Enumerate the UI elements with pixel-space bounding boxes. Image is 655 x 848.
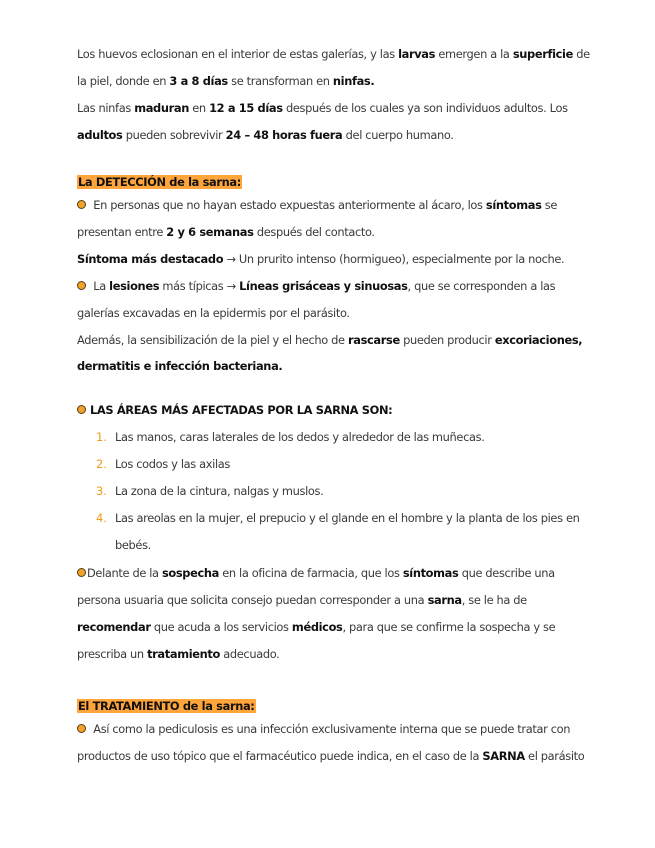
bold-text: médicos <box>291 620 343 634</box>
text: En personas que no hayan estado expuestas anteriormente al ácaro, los <box>90 198 486 212</box>
bold-text: rascarse <box>347 333 400 347</box>
bullet-line <box>77 197 557 213</box>
section-heading <box>77 698 256 714</box>
list-number: 3. <box>96 484 107 498</box>
text: , que se corresponden a las <box>407 279 556 293</box>
text: → Un prurito intenso (hormigueo), especialmente por la noche. <box>223 252 565 266</box>
bold-text: 24 – 48 horas fuera <box>225 128 343 142</box>
text: después de los cuales ya son individuos adultos. Los <box>282 101 568 115</box>
text: galerías excavadas en la epidermis por el parásito. <box>77 306 350 320</box>
bold-text: sospecha <box>161 566 219 580</box>
bullet-icon <box>77 568 86 577</box>
paragraph-line <box>77 305 350 321</box>
paragraph-line <box>77 127 454 143</box>
paragraph-line <box>77 73 374 89</box>
bold-text: 12 a 15 días <box>209 101 283 115</box>
bullet-icon <box>77 281 86 290</box>
bullet-line <box>77 278 555 294</box>
text: se transforman en <box>227 74 333 88</box>
text: pueden producir <box>399 333 495 347</box>
text: de <box>572 47 590 61</box>
paragraph-line <box>77 646 279 662</box>
bold-text: SARNA <box>482 749 525 763</box>
bullet-icon <box>77 724 86 733</box>
bold-text: maduran <box>134 101 189 115</box>
text: pueden sobrevivir <box>122 128 226 142</box>
bold-text: recomendar <box>77 620 151 634</box>
bold-text: larvas <box>398 47 436 61</box>
paragraph-line <box>77 100 568 116</box>
paragraph-line <box>77 251 564 267</box>
text: emergen a la <box>435 47 513 61</box>
bold-text: excoriaciones, <box>494 333 583 347</box>
text: , para que se confirme la sospecha y se <box>342 620 556 634</box>
text: Delante de la <box>87 566 162 580</box>
bold-text: dermatitis e infección bacteriana. <box>77 359 283 373</box>
bold-text: superficie <box>512 47 573 61</box>
heading-detection: La DETECCIÓN de la sarna: <box>78 175 241 189</box>
text: el parásito <box>524 749 585 763</box>
text: Los huevos eclosionan en el interior de estas galerías, y las <box>77 47 399 61</box>
text: presentan entre <box>77 225 167 239</box>
bold-text: síntomas <box>402 566 459 580</box>
text: adecuado. <box>219 647 280 661</box>
text: después del contacto. <box>253 225 375 239</box>
text: Además, la sensibilización de la piel y el hecho de <box>77 333 348 347</box>
text: en la oficina de farmacia, que los <box>218 566 403 580</box>
text: en <box>188 101 210 115</box>
bold-text: 2 y 6 semanas <box>166 225 254 239</box>
list-item: Las manos, caras laterales de los dedos y alrededor de las muñecas. <box>115 430 485 444</box>
list-number: 4. <box>96 511 107 525</box>
list-item: Los codos y las axilas <box>115 457 230 471</box>
bold-text: sarna <box>427 593 462 607</box>
text: prescriba un <box>77 647 148 661</box>
text: que describe una <box>458 566 555 580</box>
paragraph-line <box>77 224 375 240</box>
bullet-line <box>77 565 555 581</box>
text: más típicas → <box>159 279 240 293</box>
heading-areas: LAS ÁREAS MÁS AFECTADAS POR LA SARNA SON: <box>90 403 393 417</box>
text: la piel, donde en <box>77 74 170 88</box>
paragraph-line <box>77 748 584 764</box>
heading-treatment: El TRATAMIENTO de la sarna: <box>78 699 255 713</box>
text: La <box>90 279 110 293</box>
text: del cuerpo humano. <box>342 128 454 142</box>
paragraph-line <box>77 46 590 62</box>
section-heading <box>77 174 242 190</box>
bold-text: 3 a 8 días <box>169 74 228 88</box>
bullet-line <box>77 721 570 737</box>
bold-text: adultos <box>77 128 123 142</box>
text: Así como la pediculosis es una infección exclusivamente interna que se puede tratar con <box>90 722 571 736</box>
paragraph-line <box>77 358 282 374</box>
list-item: La zona de la cintura, nalgas y muslos. <box>115 484 324 498</box>
bullet-icon <box>77 200 86 209</box>
bold-text: Síntoma más destacado <box>77 252 224 266</box>
paragraph-line <box>77 619 555 635</box>
bold-text: síntomas <box>485 198 542 212</box>
text: productos de uso tópico que el farmacéutico puede indica, en el caso de la <box>77 749 483 763</box>
list-item-continuation: bebés. <box>115 538 151 552</box>
bold-text: lesiones <box>109 279 160 293</box>
list-number: 1. <box>96 430 107 444</box>
list-number: 2. <box>96 457 107 471</box>
text: , se le ha de <box>461 593 527 607</box>
bold-text: tratamiento <box>147 647 220 661</box>
bullet-icon <box>77 405 86 414</box>
bold-text: ninfas. <box>332 74 375 88</box>
areas-heading <box>77 402 392 418</box>
text: que acuda a los servicios <box>150 620 292 634</box>
paragraph-line <box>77 332 582 348</box>
list-item: Las areolas en la mujer, el prepucio y el glande en el hombre y la planta de los pies en <box>115 511 580 525</box>
bold-text: Líneas grisáceas y sinuosas <box>239 279 408 293</box>
paragraph-line <box>77 592 527 608</box>
text: Las ninfas <box>77 101 135 115</box>
text: persona usuaria que solicita consejo puedan corresponder a una <box>77 593 428 607</box>
text: se <box>541 198 558 212</box>
